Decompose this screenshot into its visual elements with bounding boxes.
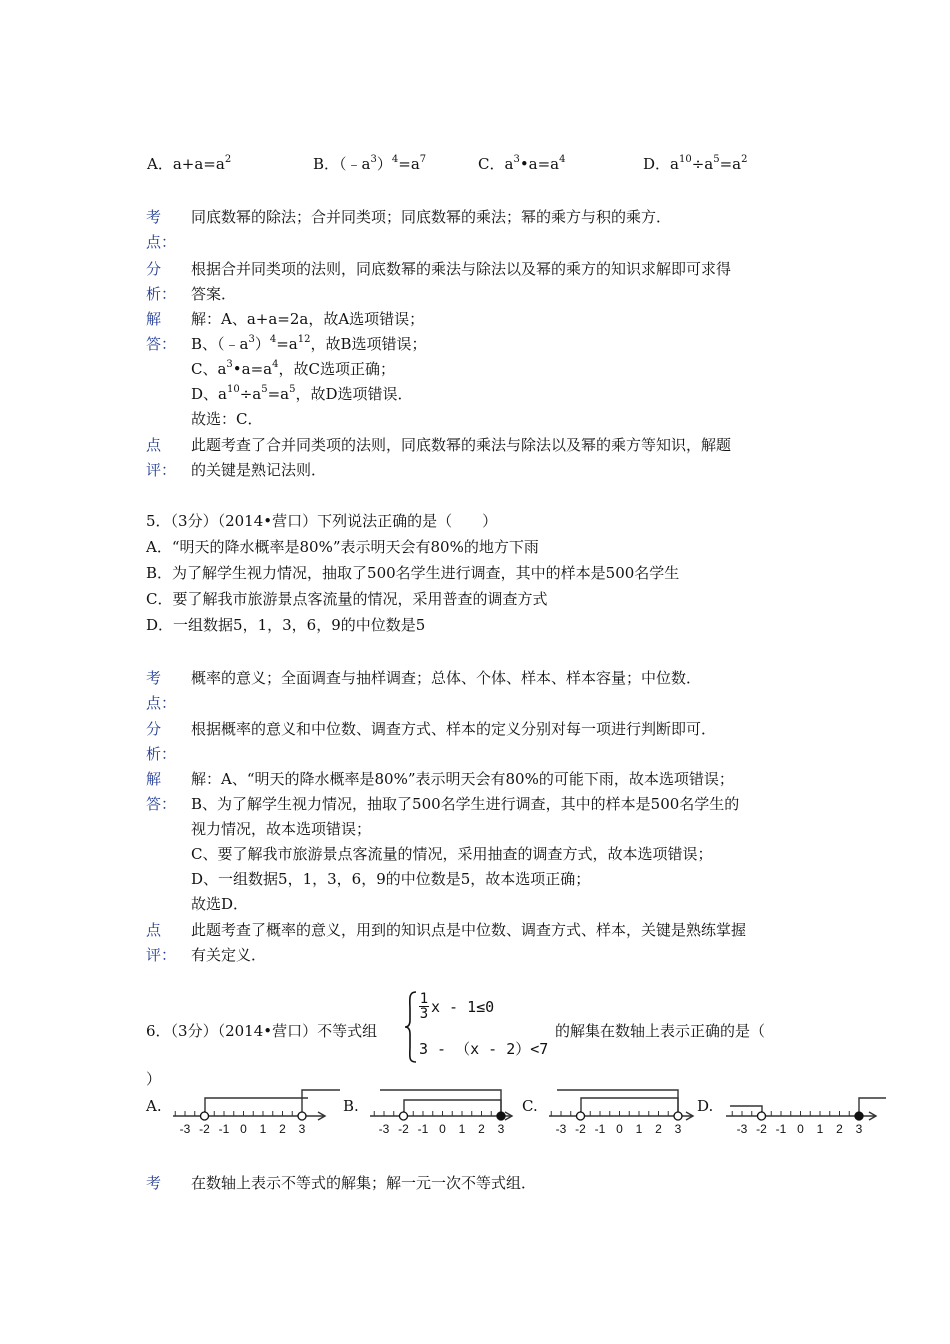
- tick-label: 0: [439, 1122, 446, 1136]
- tick-label: 3: [674, 1122, 682, 1136]
- tick-label: 1: [635, 1122, 643, 1136]
- q4-jieda-line-3: C、$a^3•a=a^4$，故C选项正确；: [191, 359, 395, 378]
- q4-fenxi-line-2: 答案．: [191, 285, 237, 303]
- ineq1-numerator: 1: [419, 991, 429, 1007]
- q4-dianping-label-2: 评：: [146, 461, 177, 479]
- q4-jieda-label-2: 答：: [146, 335, 177, 353]
- tick-label: -3: [179, 1122, 191, 1136]
- open-point: [758, 1112, 766, 1120]
- tick-label: -1: [218, 1122, 230, 1136]
- q5-dianping-line-1: 此题考查了概率的意义，用到的知识点是中位数、调查方式、样本，关键是熟练掌握: [191, 921, 747, 939]
- solution-bracket: [380, 1090, 501, 1116]
- q5-fenxi-label-1: 分: [146, 720, 162, 738]
- tick-label: 3: [298, 1122, 306, 1136]
- q5-kaodian-label-1: 考: [146, 669, 162, 687]
- solid-point: [497, 1112, 505, 1120]
- q5-dianping-line-2: 有关定义．: [191, 946, 267, 964]
- q5-jieda-line-3: 视力情况，故本选项错误；: [191, 820, 372, 838]
- q4-jieda-label-1: 解: [146, 310, 162, 328]
- q4-kaodian-label-2: 点：: [146, 233, 177, 251]
- q6-stem-close: ）: [146, 1070, 162, 1088]
- q4-option-a[interactable]: A．$a+a=a^2$: [147, 154, 232, 173]
- tick-label: -2: [199, 1122, 210, 1136]
- q4-jieda-line-5: 故选：C．: [191, 410, 263, 428]
- tick-label: -1: [417, 1122, 429, 1136]
- q5-kaodian-label-2: 点：: [146, 694, 177, 712]
- q5-kaodian-text: 概率的意义；全面调查与抽样调查；总体、个体、样本、样本容量；中位数．: [191, 669, 702, 687]
- q6-kaodian-text: 在数轴上表示不等式的解集；解一元一次不等式组．: [191, 1174, 537, 1192]
- tick-label: -1: [775, 1122, 787, 1136]
- q4-option-b[interactable]: B．$(﹣a^3)^4=a^7$: [313, 154, 427, 173]
- tick-label: 0: [797, 1122, 804, 1136]
- tick-label: 1: [458, 1122, 466, 1136]
- q5-fenxi-text: 根据概率的意义和中位数、调查方式、样本的定义分别对每一项进行判断即可．: [191, 720, 717, 738]
- q5-fenxi-label-2: 析：: [146, 745, 177, 763]
- q4-fenxi-label-2: 析：: [146, 285, 177, 303]
- q4-option-c[interactable]: C．$a^3•a=a^4$: [478, 154, 566, 173]
- q4-kaodian-label-1: 考: [146, 208, 162, 226]
- tick-label: -3: [736, 1122, 748, 1136]
- q5-stem: 5．（3分）（2014•营口）下列说法正确的是（ ）: [146, 512, 498, 530]
- solid-point: [855, 1112, 863, 1120]
- q6-numberline-b[interactable]: [362, 1088, 532, 1143]
- q4-jieda-line-1: 解：A、a+a=2a，故A选项错误；: [191, 310, 425, 328]
- q5-option-a[interactable]: A．“明天的降水概率是80%”表示明天会有80%的地方下雨: [146, 538, 539, 556]
- q4-jieda-line-4: D、$a^{10}\div a^5=a^5$，故D选项错误．: [191, 384, 413, 403]
- tick-label: 2: [279, 1122, 286, 1136]
- tick-label: 1: [259, 1122, 267, 1136]
- q6-numberline-c[interactable]: [541, 1088, 701, 1143]
- q5-jieda-line-1: 解：A、“明天的降水概率是80%”表示明天会有80%的可能下雨，故本选项错误；: [191, 770, 734, 788]
- open-point: [674, 1112, 682, 1120]
- q5-dianping-label-1: 点: [146, 921, 162, 939]
- q4-dianping-line-2: 的关键是熟记法则．: [191, 461, 327, 479]
- solution-bracket: [302, 1090, 340, 1116]
- tick-label: -2: [398, 1122, 409, 1136]
- tick-label: -2: [575, 1122, 586, 1136]
- tick-label: -3: [378, 1122, 390, 1136]
- q6-numberline-a[interactable]: [165, 1088, 345, 1143]
- q6-numberline-d[interactable]: [716, 1088, 891, 1143]
- q5-dianping-label-2: 评：: [146, 946, 177, 964]
- q6-inequality-system: [404, 990, 554, 1066]
- solution-bracket: [557, 1090, 678, 1116]
- q5-jieda-line-5: D、一组数据5，1，3，6，9的中位数是5，故本选项正确；: [191, 870, 591, 888]
- tick-label: -3: [555, 1122, 567, 1136]
- tick-label: 2: [478, 1122, 485, 1136]
- tick-label: 2: [655, 1122, 662, 1136]
- q6-kaodian-label: 考: [146, 1174, 162, 1192]
- q4-dianping-line-1: 此题考查了合并同类项的法则，同底数幂的乘法与除法以及幂的乘方等知识，解题: [191, 436, 732, 454]
- tick-label: 1: [816, 1122, 824, 1136]
- q4-dianping-label-1: 点: [146, 436, 162, 454]
- q6-option-c[interactable]: C.: [522, 1097, 538, 1115]
- q5-option-c[interactable]: C．要了解我市旅游景点客流量的情况，采用普查的调查方式: [146, 590, 548, 608]
- tick-label: -1: [594, 1122, 606, 1136]
- q6-stem-post: 的解集在数轴上表示正确的是（: [555, 1022, 766, 1040]
- open-point: [577, 1112, 585, 1120]
- tick-label: 0: [240, 1122, 247, 1136]
- q5-jieda-label-1: 解: [146, 770, 162, 788]
- q5-jieda-label-2: 答：: [146, 795, 177, 813]
- q5-jieda-line-6: 故选D．: [191, 895, 249, 913]
- open-point: [201, 1112, 209, 1120]
- q5-option-d[interactable]: D．一组数据5，1，3，6，9的中位数是5: [146, 616, 426, 634]
- tick-label: 3: [497, 1122, 505, 1136]
- tick-label: -2: [756, 1122, 767, 1136]
- ineq2: 3 - （x - 2）<7: [419, 1040, 549, 1058]
- open-point: [298, 1112, 306, 1120]
- brace-icon: [404, 990, 418, 1064]
- q5-option-b[interactable]: B．为了解学生视力情况，抽取了500名学生进行调查，其中的样本是500名学生: [146, 564, 680, 582]
- q4-jieda-line-2: B、$(﹣a^3)^4=a^{12}$，故B选项错误；: [191, 334, 427, 353]
- tick-label: 2: [836, 1122, 843, 1136]
- q4-kaodian-text: 同底数幂的除法；合并同类项；同底数幂的乘法；幂的乘方与积的乘方．: [191, 208, 672, 226]
- q6-option-b[interactable]: B.: [343, 1097, 359, 1115]
- tick-label: 3: [855, 1122, 863, 1136]
- q4-option-d[interactable]: D．$a^{10}\div a^5=a^2$: [643, 154, 748, 173]
- q6-option-d[interactable]: D.: [697, 1097, 714, 1115]
- open-point: [400, 1112, 408, 1120]
- q6-option-a[interactable]: A.: [146, 1097, 162, 1115]
- ineq1-denominator: 3: [419, 1006, 429, 1022]
- q5-jieda-line-4: C、要了解我市旅游景点客流量的情况，采用抽查的调查方式，故本选项错误；: [191, 845, 713, 863]
- q5-jieda-line-2: B、为了解学生视力情况，抽取了500名学生进行调查，其中的样本是500名学生的: [191, 795, 740, 813]
- q4-fenxi-label-1: 分: [146, 260, 162, 278]
- q6-stem-pre: 6．（3分）（2014•营口）不等式组: [146, 1022, 378, 1040]
- q4-fenxi-line-1: 根据合并同类项的法则，同底数幂的乘法与除法以及幂的乘方的知识求解即可求得: [191, 260, 732, 278]
- tick-label: 0: [616, 1122, 623, 1136]
- ineq1-rest: x - 1≤0: [431, 997, 495, 1016]
